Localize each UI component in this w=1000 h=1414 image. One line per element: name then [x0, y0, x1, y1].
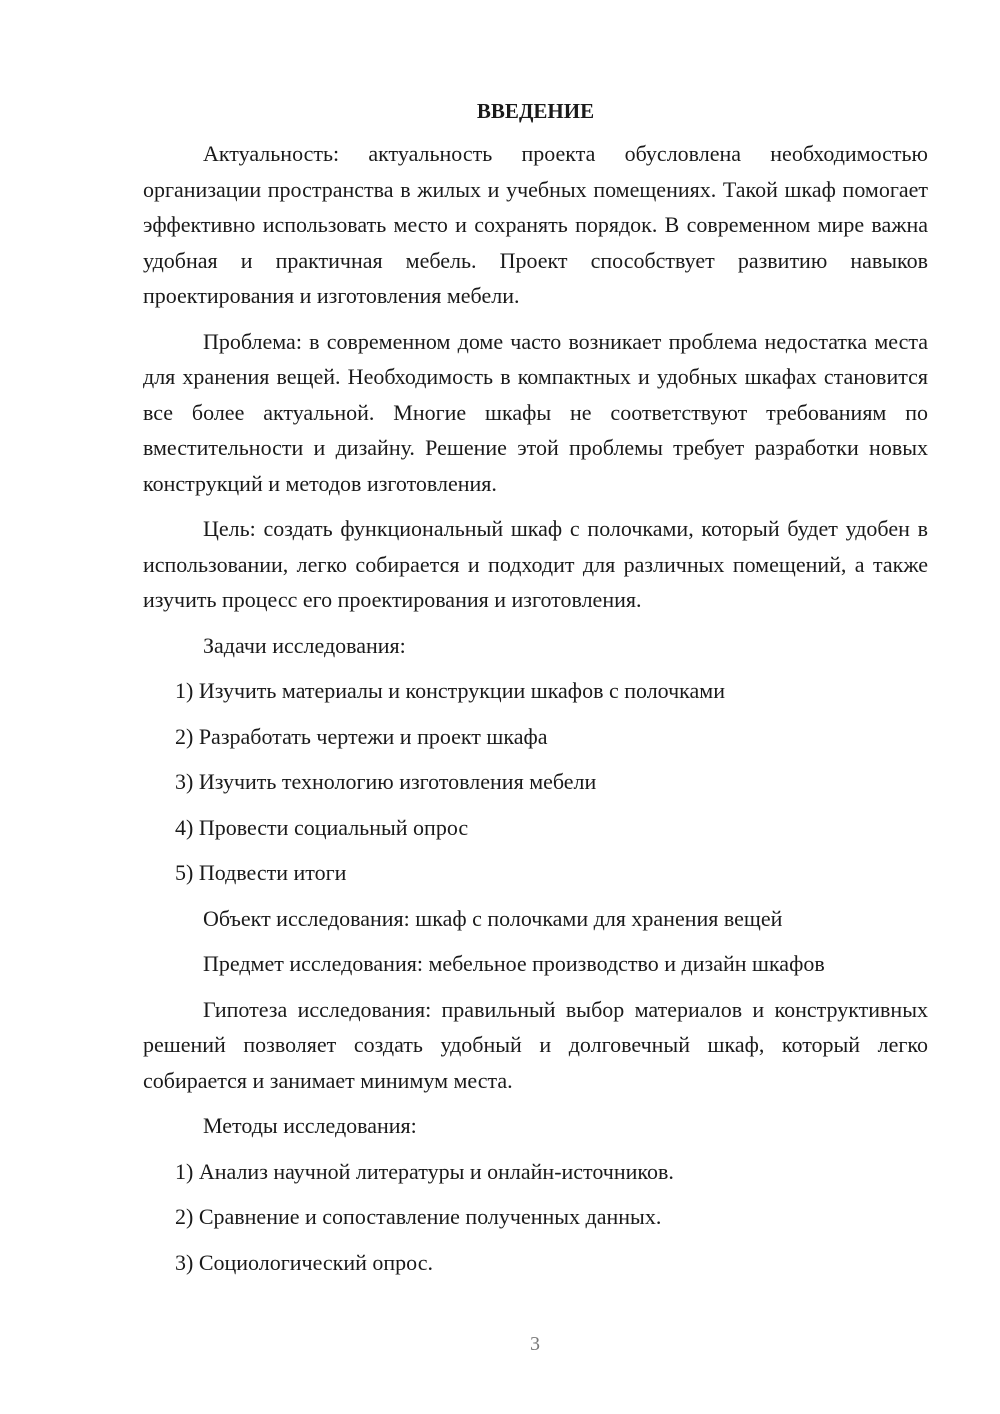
- tasks-heading: Задачи исследования:: [203, 632, 406, 658]
- list-item: 3) Изучить технологию изготовления мебели: [175, 769, 597, 794]
- hypothesis-paragraph: Гипотеза исследования: правильный выбор материалов и конструктивных решений позволяет создать удобный и долговечный шкаф, который легко собирается и занимает минимум места.: [143, 996, 928, 1093]
- object-line: Объект исследования: шкаф с полочками для хранения вещей: [203, 905, 783, 931]
- list-item: 4) Провести социальный опрос: [175, 814, 469, 840]
- page-title: ВВЕДЕНИЕ: [476, 99, 595, 123]
- methods-list: [143, 1154, 928, 1281]
- methods-heading: Методы исследования:: [203, 1113, 417, 1138]
- list-item: 1) Изучить материалы и конструкции шкафов с полочками: [175, 678, 725, 703]
- problem-paragraph: Проблема: в современном доме часто возникает проблема недостатка места для хранения вещей. Необходимость в компактных и удобных шкафах становится все более актуальной. Многие шкафы не соответствуют требованиям по вместительности и дизайну. Решение этой проблемы требует разработки новых конструкций и методов изготовления.: [143, 328, 928, 496]
- subject-line: Предмет исследования: мебельное производство и дизайн шкафов: [203, 951, 825, 976]
- relevance-paragraph: Актуальность: актуальность проекта обусловлена необходимостью организации пространства в жилых и учебных помещениях. Такой шкаф помогает эффективно использовать место и сохранять порядок. В современном мире важна удобная и практичная мебель. Проект способствует развитию навыков проектирования и изготовления мебели.: [143, 141, 928, 308]
- list-item: 1) Анализ научной литературы и онлайн-источников.: [175, 1158, 674, 1184]
- list-item: 2) Сравнение и сопоставление полученных данных.: [175, 1204, 662, 1229]
- list-item: 5) Подвести итоги: [175, 860, 347, 885]
- list-item: 3) Социологический опрос.: [175, 1249, 433, 1275]
- tasks-list: [143, 673, 928, 891]
- document-body: [143, 96, 928, 1290]
- list-item: 2) Разработать чертежи и проект шкафа: [175, 723, 548, 749]
- goal-paragraph: Цель: создать функциональный шкаф с полочками, который будет удобен в использовании, легко собирается и подходит для различных помещений, а также изучить процесс его проектирования и изготовления.: [143, 516, 928, 612]
- page-number: 3: [530, 1333, 540, 1355]
